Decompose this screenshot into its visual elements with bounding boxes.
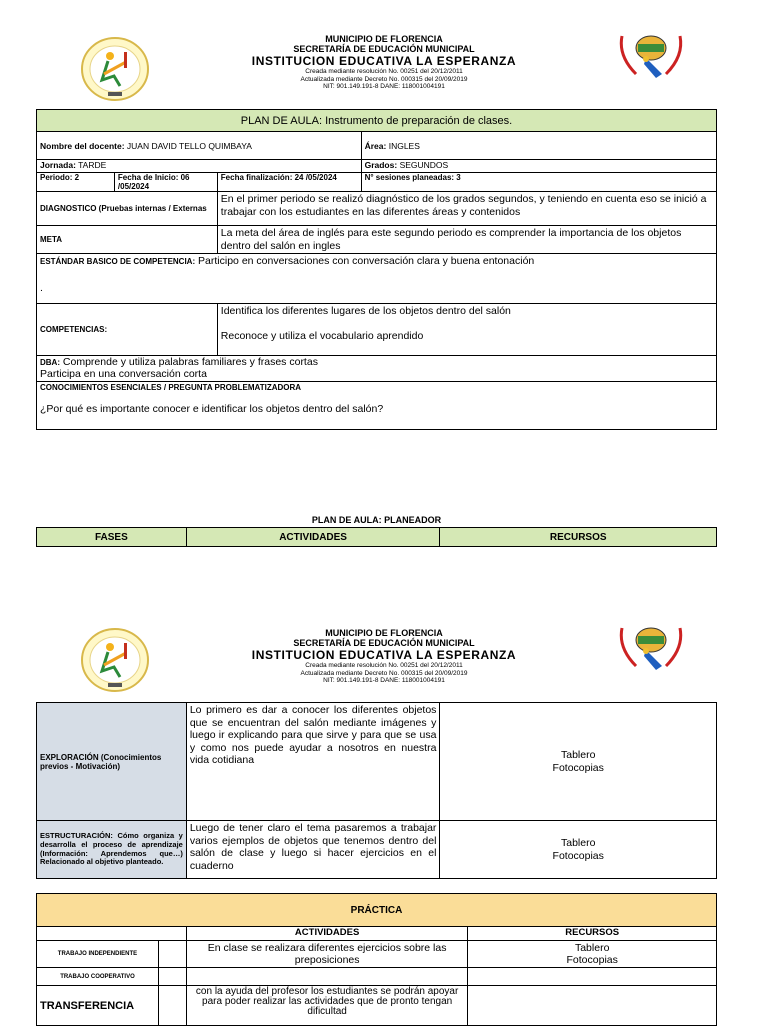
exploracion-recurso-2: Fotocopias xyxy=(552,761,604,774)
practica-col-recursos: RECURSOS xyxy=(468,927,717,941)
jornada-label: Jornada: xyxy=(40,160,76,170)
diagnostico-text: En el primer periodo se realizó diagnóstico de los grados segundos, y teniendo en cuenta eso se inició a trabajar con los estudiantes en las diferentes áreas y contenidos xyxy=(217,192,716,226)
dba-label: DBA: xyxy=(40,358,60,368)
estructuracion-recursos xyxy=(440,821,717,879)
competencias-label: COMPETENCIAS: xyxy=(37,304,218,356)
nit-text: NIT: 901.149.191-8 DANE: 118001004191 xyxy=(323,83,445,91)
estandar-dot: . xyxy=(40,281,43,294)
competencia-1: Identifica los diferentes lugares de los objetos dentro del salón xyxy=(220,305,511,318)
area-value: INGLES xyxy=(388,140,420,151)
conocimientos-label: CONOCIMIENTOS ESENCIALES / PREGUNTA PROBLEMATIZADORA xyxy=(40,383,302,393)
estandar-label: ESTÁNDAR BASICO DE COMPETENCIA: xyxy=(40,257,196,267)
creada-text: Creada mediante resolución No. 00251 del 20/12/2011 xyxy=(305,68,463,76)
cooperativo-label: TRABAJO COOPERATIVO xyxy=(37,968,159,986)
docente-cell xyxy=(37,132,362,160)
area-label: Área: xyxy=(364,140,387,151)
area-cell xyxy=(361,132,716,160)
fecha-fin-cell: Fecha finalización: 24 /05/2024 xyxy=(217,173,361,192)
competencia-2: Reconoce y utiliza el vocabulario aprendido xyxy=(220,329,424,342)
col-fases: FASES xyxy=(37,528,187,547)
col-actividades: ACTIVIDADES xyxy=(186,528,440,547)
independiente-recursos xyxy=(468,941,717,968)
exploracion-label: EXPLORACIÓN (Conocimientos previos - Motivación) xyxy=(37,703,187,821)
cooperativo-actividad xyxy=(186,968,468,986)
independiente-label: TRABAJO INDEPENDIENTE xyxy=(37,941,159,968)
meta-label: META xyxy=(37,226,218,254)
estructuracion-label: ESTRUCTURACIÓN: Cómo organiza y desarrolla el proceso de aprendizaje (Información: Aprendemos que…) Relacionado al objetivo planteado. xyxy=(37,821,187,879)
dba-cell xyxy=(37,356,717,382)
grados-label: Grados: xyxy=(364,160,398,170)
cooperativo-mark xyxy=(158,968,186,986)
sesiones-cell: N° sesiones planeadas: 3 xyxy=(361,173,716,192)
fases-table xyxy=(36,702,717,879)
diagnostico-label: DIAGNOSTICO (Pruebas internas / Externas xyxy=(37,192,218,226)
practica-title: PRÁCTICA xyxy=(37,894,717,927)
institucion-heading: INSTITUCION EDUCATIVA LA ESPERANZA xyxy=(251,647,517,662)
transferencia-recursos xyxy=(468,986,717,1026)
independiente-recurso-1: Tablero xyxy=(574,942,610,954)
planeador-table xyxy=(36,527,717,547)
independiente-mark xyxy=(158,941,186,968)
dba-text-2: Participa en una conversación corta xyxy=(40,367,207,380)
estructuracion-recurso-2: Fotocopias xyxy=(552,849,604,862)
exploracion-actividad: Lo primero es dar a conocer los diferentes objetos que se encuentran del salón mediante imágenes y luego ir explicando para que sirve y para que se usa y como nos puede ayudar a nosotros en nuestra vida cotidiana xyxy=(186,703,440,821)
conocimientos-cell xyxy=(37,382,717,430)
col-recursos: RECURSOS xyxy=(440,528,717,547)
transferencia-actividad: con la ayuda del profesor los estudiantes se podrán apoyar para poder realizar las actividades que de pronto tengan dificultad xyxy=(186,986,468,1026)
competencias-cell xyxy=(217,304,716,356)
estandar-cell xyxy=(37,254,717,304)
transferencia-label: TRANSFERENCIA xyxy=(37,986,159,1026)
municipio-heading: MUNICIPIO DE FLORENCIA xyxy=(325,34,443,44)
periodo-cell: Periodo: 2 xyxy=(37,173,115,192)
grados-cell xyxy=(361,160,716,173)
institucion-heading: INSTITUCION EDUCATIVA LA ESPERANZA xyxy=(251,53,517,68)
estructuracion-actividad: Luego de tener claro el tema pasaremos a trabajar varios ejemplos de objetos que tenemos dentro del salón de clase y luego si hacer ejercicios en el cuaderno xyxy=(186,821,440,879)
creada-text: Creada mediante resolución No. 00251 del 20/12/2011 xyxy=(305,662,463,670)
independiente-recurso-2: Fotocopias xyxy=(566,954,618,967)
secretaria-heading: SECRETARÍA DE EDUCACIÓN MUNICIPAL xyxy=(293,44,475,55)
jornada-cell xyxy=(37,160,362,173)
cooperativo-recursos xyxy=(468,968,717,986)
pregunta-text: ¿Por qué es importante conocer e identificar los objetos dentro del salón? xyxy=(40,402,384,415)
plan-aula-table xyxy=(36,109,717,430)
actualizada-text: Actualizada mediante Decreto No. 000315 del 20/09/2019 xyxy=(300,75,468,83)
actualizada-text: Actualizada mediante Decreto No. 000315 del 20/09/2019 xyxy=(300,669,468,677)
independiente-actividad: En clase se realizara diferentes ejercicios sobre las preposiciones xyxy=(186,941,468,968)
practica-table xyxy=(36,893,717,1026)
municipio-heading: MUNICIPIO DE FLORENCIA xyxy=(325,628,443,638)
estructuracion-recurso-1: Tablero xyxy=(560,836,596,849)
transferencia-mark xyxy=(158,986,186,1026)
planeador-title: PLAN DE AULA: PLANEADOR xyxy=(311,515,442,525)
docente-label: Nombre del docente: xyxy=(40,140,125,151)
practica-col-actividades: ACTIVIDADES xyxy=(186,927,468,941)
jornada-value: TARDE xyxy=(78,160,107,170)
docente-value: JUAN DAVID TELLO QUIMBAYA xyxy=(126,140,252,151)
meta-text: La meta del área de inglés para este segundo periodo es comprender la importancia de los objetos dentro del salón en ingles xyxy=(217,226,716,254)
secretaria-heading: SECRETARÍA DE EDUCACIÓN MUNICIPAL xyxy=(293,638,475,649)
dba-text-1: Comprende y utiliza palabras familiares y frases cortas xyxy=(62,356,318,369)
exploracion-recurso-1: Tablero xyxy=(560,748,596,761)
plan-title: PLAN DE AULA: Instrumento de preparación de clases. xyxy=(37,110,717,132)
exploracion-recursos xyxy=(440,703,717,821)
practica-blank-header xyxy=(37,927,187,941)
fecha-inicio-cell: Fecha de Inicio: 06 /05/2024 xyxy=(114,173,217,192)
nit-text: NIT: 901.149.191-8 DANE: 118001004191 xyxy=(323,677,445,685)
grados-value: SEGUNDOS xyxy=(399,160,449,170)
estandar-text: Participo en conversaciones con conversación clara y buena entonación xyxy=(198,255,535,268)
